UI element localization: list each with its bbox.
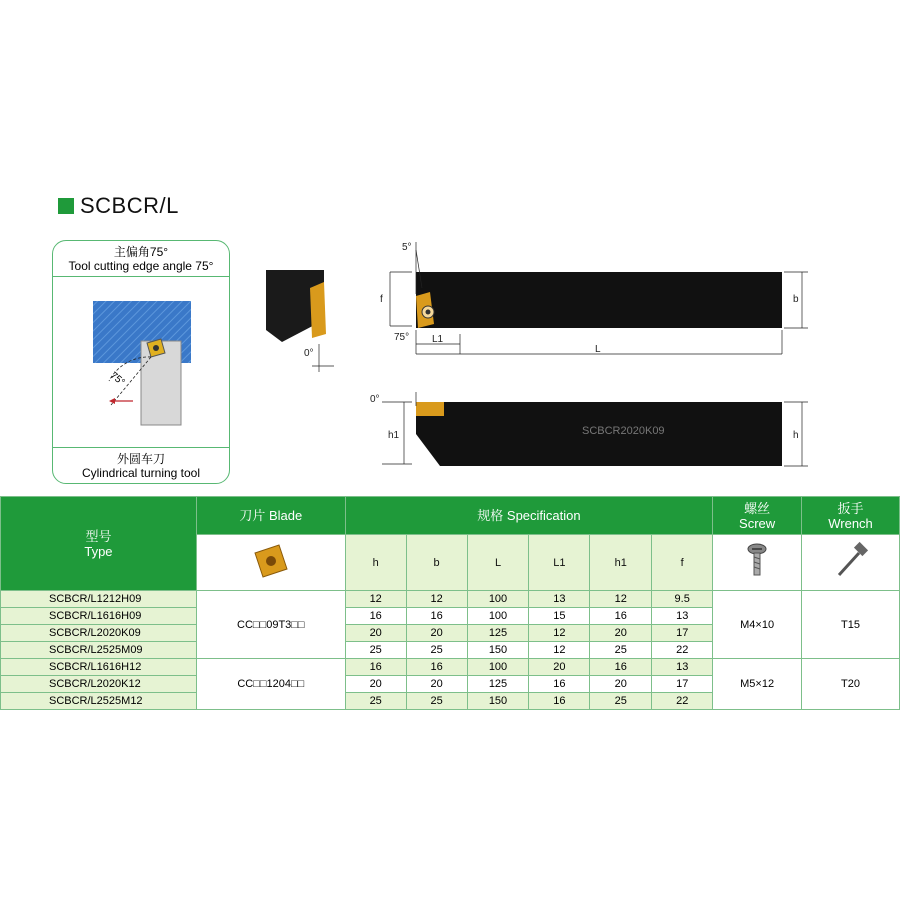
screw-image-cell bbox=[713, 535, 802, 591]
side-angle-label: 75° bbox=[394, 332, 410, 343]
value-cell: 12 bbox=[529, 642, 590, 659]
value-cell: 25 bbox=[406, 693, 467, 710]
spec-header: 规格 Specification bbox=[345, 497, 712, 535]
blade-group-1: CC□□09T3□□ bbox=[196, 591, 345, 659]
top-view-screw-hole bbox=[426, 310, 431, 315]
value-cell: 125 bbox=[467, 676, 529, 693]
value-cell: 16 bbox=[590, 608, 652, 625]
screw-icon bbox=[742, 541, 772, 581]
title-marker-icon bbox=[58, 198, 74, 214]
cutting-angle-card bbox=[52, 240, 230, 484]
wrench-group-1: T15 bbox=[802, 591, 900, 659]
value-cell: 22 bbox=[652, 642, 713, 659]
angle-card-footer bbox=[53, 447, 229, 483]
value-cell: 9.5 bbox=[652, 591, 713, 608]
side-view bbox=[370, 392, 808, 466]
value-cell: 20 bbox=[406, 625, 467, 642]
wrench-image-cell bbox=[802, 535, 900, 591]
type-header bbox=[1, 497, 197, 591]
model-cell: SCBCR/L2020K12 bbox=[1, 676, 197, 693]
value-cell: 13 bbox=[652, 659, 713, 676]
model-cell: SCBCR/L2020K09 bbox=[1, 625, 197, 642]
value-cell: 16 bbox=[345, 608, 406, 625]
type-header-en: Type bbox=[84, 543, 113, 559]
screw-header-en: Screw bbox=[739, 515, 776, 531]
angle-footer-cn: 外圆车刀 bbox=[116, 452, 165, 466]
value-cell: 125 bbox=[467, 625, 529, 642]
value-cell: 20 bbox=[590, 625, 652, 642]
col-b: b bbox=[406, 535, 467, 591]
value-cell: 12 bbox=[529, 625, 590, 642]
angle-header-en: Tool cutting edge angle 75° bbox=[68, 259, 214, 273]
dim-b-label: b bbox=[793, 294, 799, 305]
dim-L1-label: L1 bbox=[432, 334, 444, 345]
value-cell: 100 bbox=[467, 608, 529, 625]
wrench-header-en: Wrench bbox=[828, 515, 873, 531]
technical-drawing bbox=[240, 230, 820, 480]
blade-image-cell bbox=[196, 535, 345, 591]
value-cell: 100 bbox=[467, 591, 529, 608]
end-view bbox=[266, 270, 334, 372]
value-cell: 16 bbox=[406, 659, 467, 676]
col-h1: h1 bbox=[590, 535, 652, 591]
value-cell: 25 bbox=[345, 693, 406, 710]
col-f: f bbox=[652, 535, 713, 591]
value-cell: 15 bbox=[529, 608, 590, 625]
angle-header-cn: 主偏角75° bbox=[113, 245, 169, 259]
value-cell: 25 bbox=[406, 642, 467, 659]
angle-75-label: 75° bbox=[107, 370, 127, 389]
value-cell: 16 bbox=[529, 676, 590, 693]
col-h: h bbox=[345, 535, 406, 591]
value-cell: 25 bbox=[345, 642, 406, 659]
insert-screw-shape bbox=[153, 345, 159, 351]
value-cell: 20 bbox=[345, 625, 406, 642]
col-L1: L1 bbox=[529, 535, 590, 591]
wrench-header bbox=[802, 497, 900, 535]
value-cell: 150 bbox=[467, 693, 529, 710]
spec-table bbox=[0, 496, 900, 710]
wrench-icon bbox=[831, 541, 871, 581]
screw-group-2: M5×12 bbox=[713, 659, 802, 710]
model-cell: SCBCR/L2525M09 bbox=[1, 642, 197, 659]
value-cell: 150 bbox=[467, 642, 529, 659]
table-row bbox=[1, 591, 900, 608]
value-cell: 17 bbox=[652, 625, 713, 642]
blade-header: 刀片 Blade bbox=[196, 497, 345, 535]
wrench-header-cn: 扳手 bbox=[837, 500, 864, 516]
value-cell: 22 bbox=[652, 693, 713, 710]
product-title bbox=[58, 193, 179, 219]
screw-header bbox=[713, 497, 802, 535]
value-cell: 20 bbox=[529, 659, 590, 676]
product-title-text: SCBCR/L bbox=[80, 193, 179, 218]
type-header-cn: 型号 bbox=[85, 528, 112, 544]
table-row bbox=[1, 659, 900, 676]
value-cell: 12 bbox=[345, 591, 406, 608]
end-view-insert bbox=[310, 282, 326, 338]
value-cell: 13 bbox=[652, 608, 713, 625]
value-cell: 12 bbox=[590, 591, 652, 608]
angle-card-header bbox=[53, 241, 229, 277]
value-cell: 16 bbox=[590, 659, 652, 676]
insert-icon bbox=[241, 539, 301, 583]
end-view-angle-label: 0° bbox=[304, 348, 314, 359]
side-view-insert bbox=[416, 402, 444, 416]
value-cell: 25 bbox=[590, 693, 652, 710]
top-view bbox=[380, 242, 808, 355]
model-cell: SCBCR/L1212H09 bbox=[1, 591, 197, 608]
value-cell: 16 bbox=[406, 608, 467, 625]
turning-illustration bbox=[53, 277, 230, 449]
angle-footer-en: Cylindrical turning tool bbox=[81, 466, 201, 480]
value-cell: 25 bbox=[590, 642, 652, 659]
dim-h-label: h bbox=[793, 430, 799, 441]
wrench-group-2: T20 bbox=[802, 659, 900, 710]
side-view-angle-label: 0° bbox=[370, 394, 380, 405]
value-cell: 16 bbox=[345, 659, 406, 676]
screw-header-cn: 螺丝 bbox=[744, 500, 771, 516]
model-cell: SCBCR/L1616H09 bbox=[1, 608, 197, 625]
holder-marking: SCBCR2020K09 bbox=[582, 425, 665, 437]
blade-group-2: CC□□1204□□ bbox=[196, 659, 345, 710]
value-cell: 20 bbox=[590, 676, 652, 693]
value-cell: 12 bbox=[406, 591, 467, 608]
col-L: L bbox=[467, 535, 529, 591]
value-cell: 20 bbox=[406, 676, 467, 693]
table-header-row bbox=[1, 497, 900, 535]
dim-h1-label: h1 bbox=[388, 430, 400, 441]
value-cell: 17 bbox=[652, 676, 713, 693]
dim-L-label: L bbox=[595, 344, 601, 355]
top-view-shank bbox=[416, 272, 782, 328]
value-cell: 100 bbox=[467, 659, 529, 676]
value-cell: 20 bbox=[345, 676, 406, 693]
dim-f-label: f bbox=[380, 294, 383, 305]
screw-group-1: M4×10 bbox=[713, 591, 802, 659]
model-cell: SCBCR/L1616H12 bbox=[1, 659, 197, 676]
feed-arrow-head-icon bbox=[109, 398, 115, 404]
value-cell: 13 bbox=[529, 591, 590, 608]
model-cell: SCBCR/L2525M12 bbox=[1, 693, 197, 710]
top-angle-label: 5° bbox=[402, 242, 412, 253]
value-cell: 16 bbox=[529, 693, 590, 710]
